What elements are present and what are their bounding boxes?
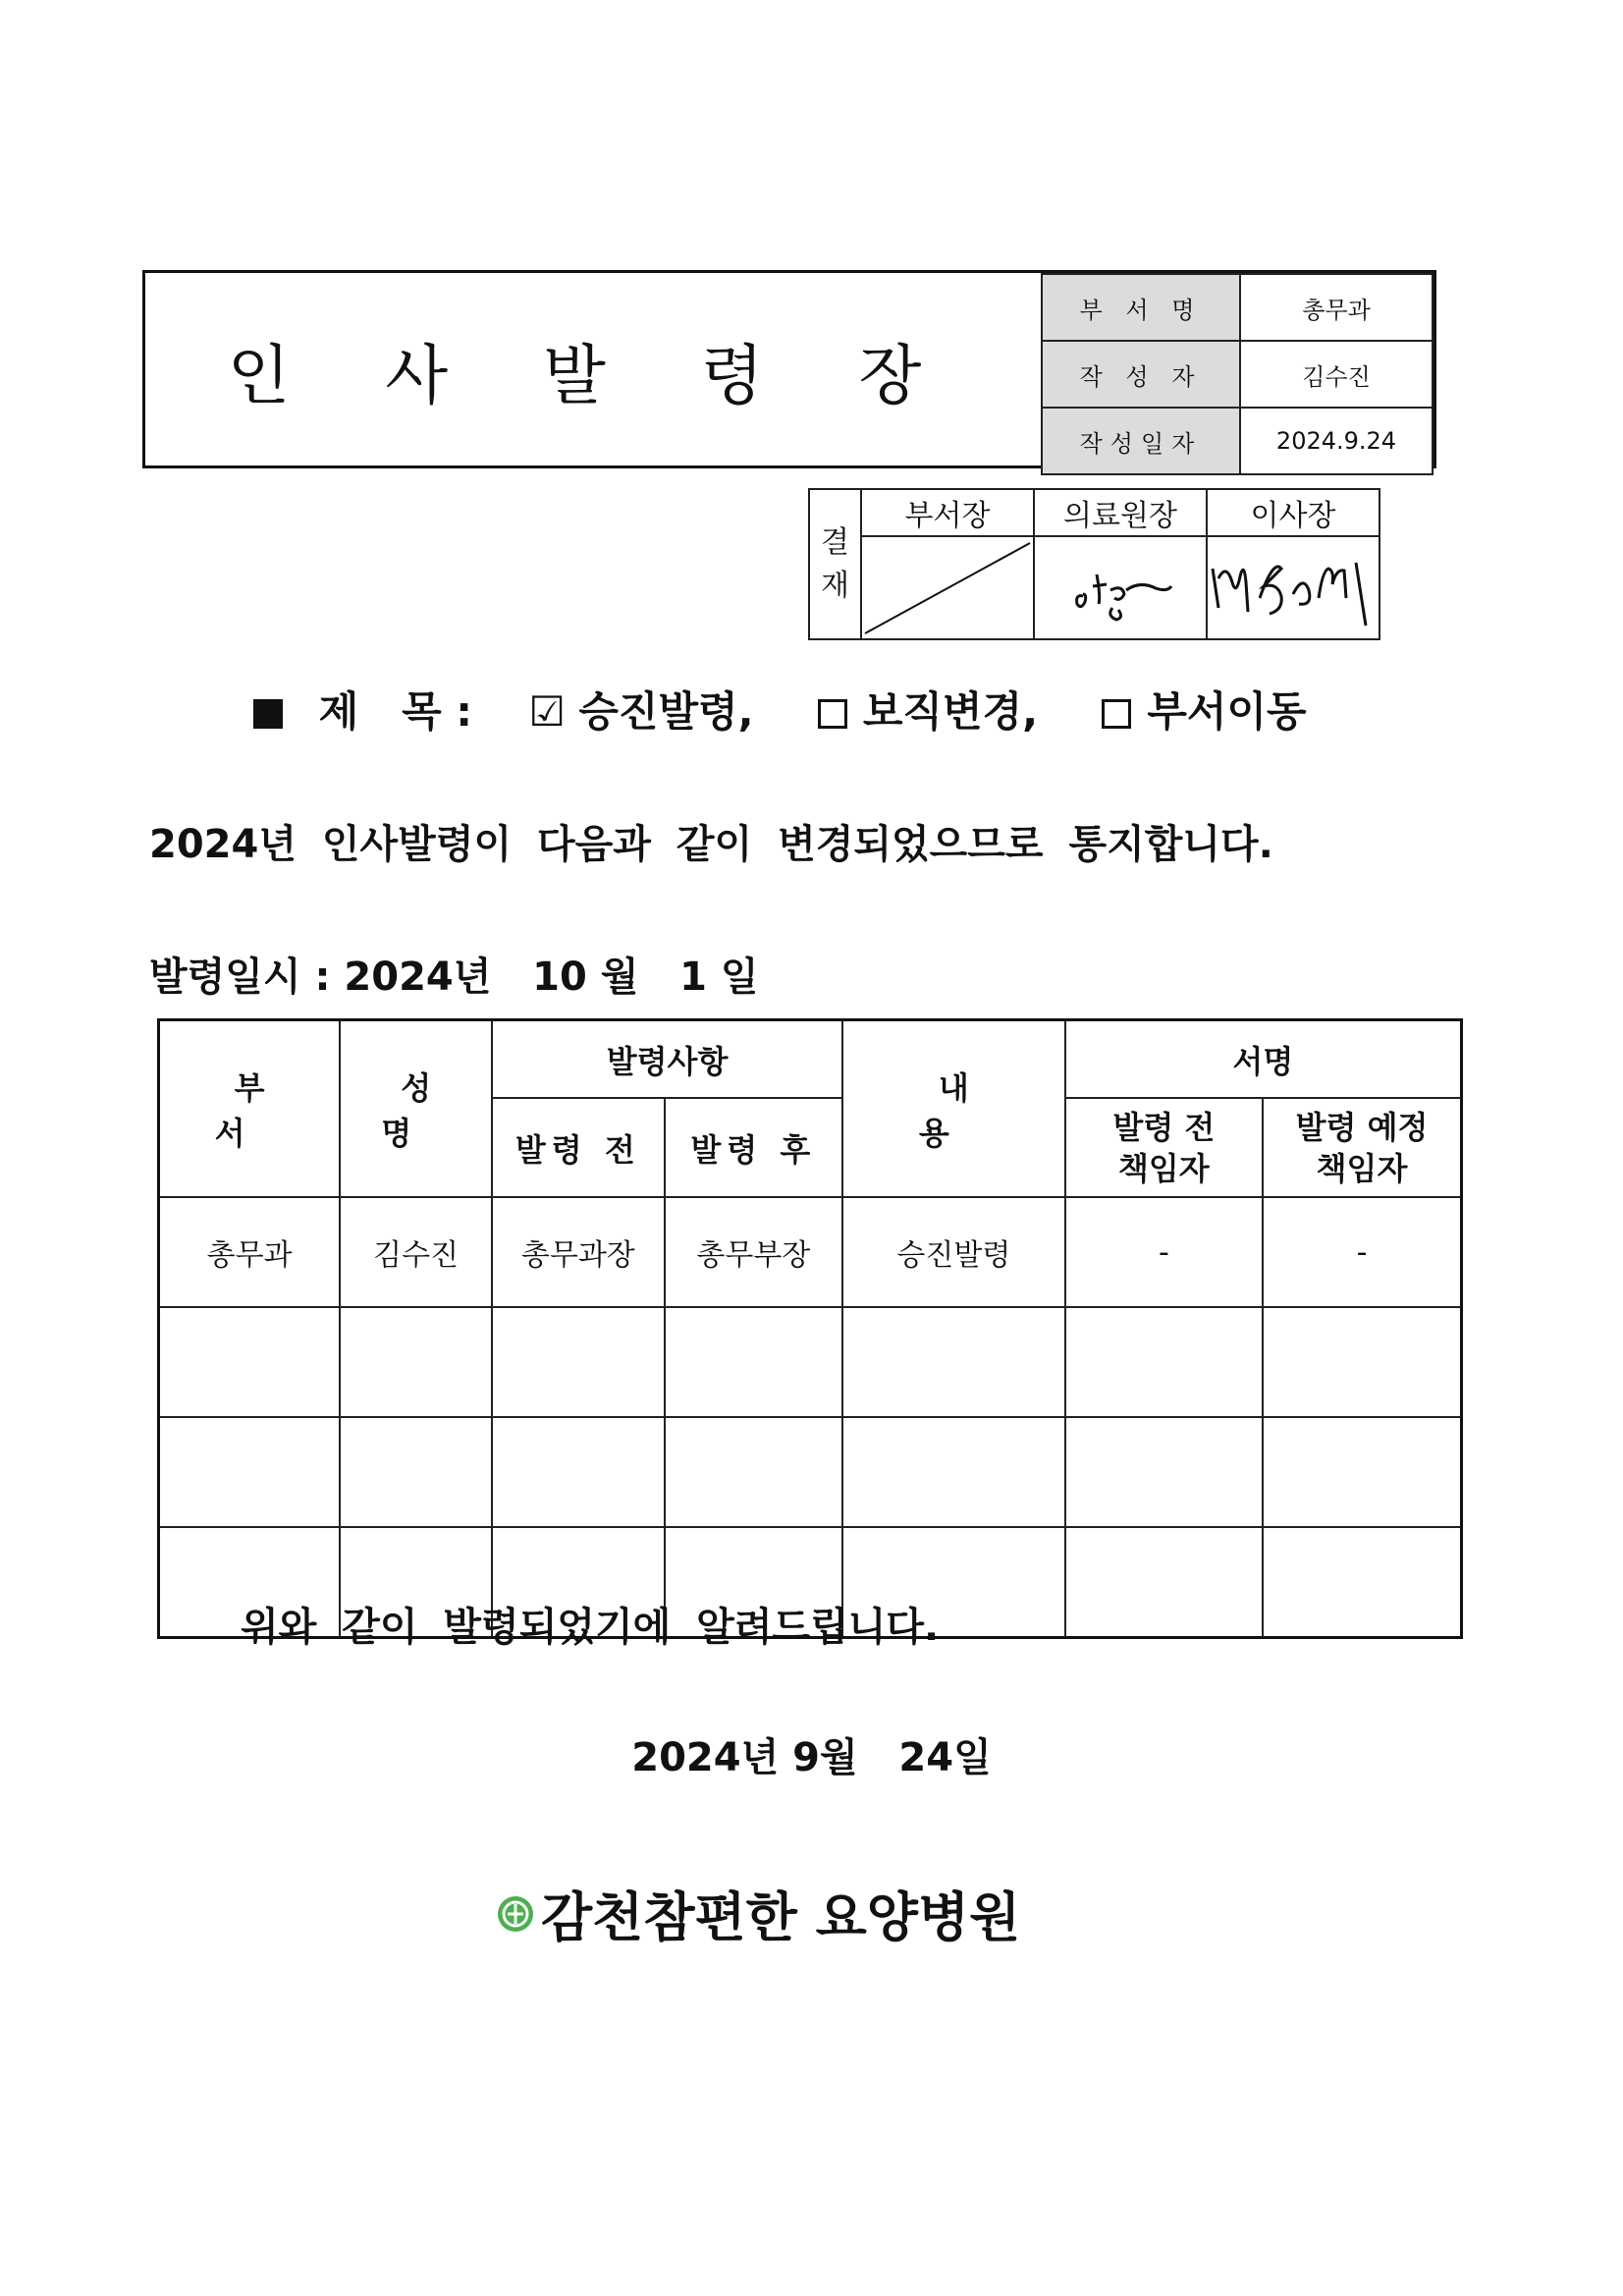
- header-dept-text: 부 서: [214, 1069, 304, 1152]
- subject-label: 제 목 :: [318, 687, 473, 736]
- checkbox-promotion[interactable]: [528, 687, 578, 736]
- diagonal-strike-icon: [863, 539, 1032, 636]
- cell-after: [665, 1307, 842, 1417]
- table-row: [159, 1307, 1462, 1417]
- cell-sign-after: -: [1263, 1197, 1461, 1307]
- cell-dept: [159, 1307, 341, 1417]
- cell-dept: 총무과: [159, 1197, 341, 1307]
- hospital-logo-icon: [496, 1894, 535, 1934]
- checkbox-position-change[interactable]: [818, 699, 847, 729]
- table-row: [159, 1417, 1462, 1527]
- approval-side-label: [809, 489, 861, 639]
- cell-content: 승진발령: [842, 1197, 1065, 1307]
- cell-sign-after: [1263, 1417, 1461, 1527]
- approval-role: 이사장: [1207, 489, 1380, 536]
- meta-label: 작 성 자: [1042, 341, 1240, 408]
- approval-role: 의료원장: [1034, 489, 1207, 536]
- meta-label: 작성일자: [1042, 408, 1240, 474]
- notice-text: 2024년 인사발령이 다음과 같이 변경되었으므로 통지합니다.: [149, 822, 1273, 867]
- meta-row: [1042, 408, 1433, 474]
- header-before: 발령 전: [492, 1098, 665, 1197]
- signature-box-chairman: [1207, 536, 1380, 639]
- cell-name: [340, 1417, 492, 1527]
- cell-sign-before: -: [1065, 1197, 1263, 1307]
- header-order-group: 발령사항: [492, 1020, 842, 1099]
- meta-value: 총무과: [1240, 274, 1433, 341]
- document-title: 인 사 발 령 장: [227, 337, 959, 413]
- cell-name: [340, 1307, 492, 1417]
- cell-content: [842, 1417, 1065, 1527]
- header-sign-before: [1065, 1098, 1263, 1197]
- checkbox-checked-icon: ☑: [528, 687, 566, 736]
- cell-sign-before: [1065, 1527, 1263, 1638]
- cell-after: 총무부장: [665, 1197, 842, 1307]
- hospital-name: 감천참편한 요양병원: [541, 1886, 1021, 1948]
- issue-date: 2024년 9월 24일: [631, 1735, 992, 1780]
- header-sign-group: 서명: [1065, 1020, 1462, 1099]
- meta-row: [1042, 341, 1433, 408]
- approval-table: [808, 488, 1380, 640]
- cell-sign-before: [1065, 1417, 1263, 1527]
- filled-square-bullet-icon: [253, 699, 283, 729]
- meta-label: 부 서 명: [1042, 274, 1240, 341]
- cell-content: [842, 1307, 1065, 1417]
- header-dept: [159, 1020, 341, 1198]
- approval-header-row: [809, 489, 1380, 536]
- option-promotion-label: 승진발령,: [578, 687, 754, 736]
- option-dept-transfer-label: 부서이동: [1147, 687, 1307, 736]
- checkbox-dept-transfer[interactable]: [1102, 699, 1131, 729]
- cell-dept: [159, 1417, 341, 1527]
- cell-after: [665, 1417, 842, 1527]
- handwritten-signature: [1209, 539, 1378, 636]
- approval-role: 부서장: [861, 489, 1034, 536]
- header-sign-before-line1: 발령 전: [1112, 1108, 1216, 1146]
- table-row: [159, 1197, 1462, 1307]
- header-after: 발령 후: [665, 1098, 842, 1197]
- approval-side-char: 결: [821, 524, 849, 560]
- meta-table: [1041, 273, 1434, 475]
- closing-text: 위와 같이 발령되었기에 알려드립니다.: [241, 1605, 940, 1650]
- header-sign-after-line1: 발령 예정: [1295, 1108, 1429, 1146]
- subject-line: [253, 680, 1307, 738]
- effective-date: 발령일시 : 2024년 10 월 1 일: [149, 955, 759, 1000]
- approval-signature-row: [809, 536, 1380, 639]
- meta-value: 김수진: [1240, 341, 1433, 408]
- cell-before: [492, 1417, 665, 1527]
- personnel-order-table: [157, 1018, 1463, 1639]
- header-sign-before-line2: 책임자: [1117, 1149, 1210, 1187]
- cell-sign-after: [1263, 1527, 1461, 1638]
- cell-name: 김수진: [340, 1197, 492, 1307]
- table-header-row: [159, 1020, 1462, 1099]
- header-name: [340, 1020, 492, 1198]
- approval-side-char: 재: [821, 568, 849, 603]
- cell-before: 총무과장: [492, 1197, 665, 1307]
- header-box: [142, 270, 1436, 468]
- option-position-change-label: 보직변경,: [862, 687, 1039, 736]
- header-sign-after: [1263, 1098, 1461, 1197]
- signature-box-medical-director: [1034, 536, 1207, 639]
- signature-box-dept-head: [861, 536, 1034, 639]
- cell-sign-before: [1065, 1307, 1263, 1417]
- cell-sign-after: [1263, 1307, 1461, 1417]
- hospital-signature: [496, 1876, 1020, 1951]
- header-content: [842, 1020, 1065, 1198]
- meta-value: 2024.9.24: [1240, 408, 1433, 474]
- handwritten-signature: [1036, 539, 1205, 636]
- header-name-text: 성 명: [381, 1069, 471, 1152]
- meta-row: [1042, 274, 1433, 341]
- cell-before: [492, 1307, 665, 1417]
- header-sign-after-line2: 책임자: [1316, 1149, 1408, 1187]
- header-content-text: 내 용: [918, 1069, 1008, 1152]
